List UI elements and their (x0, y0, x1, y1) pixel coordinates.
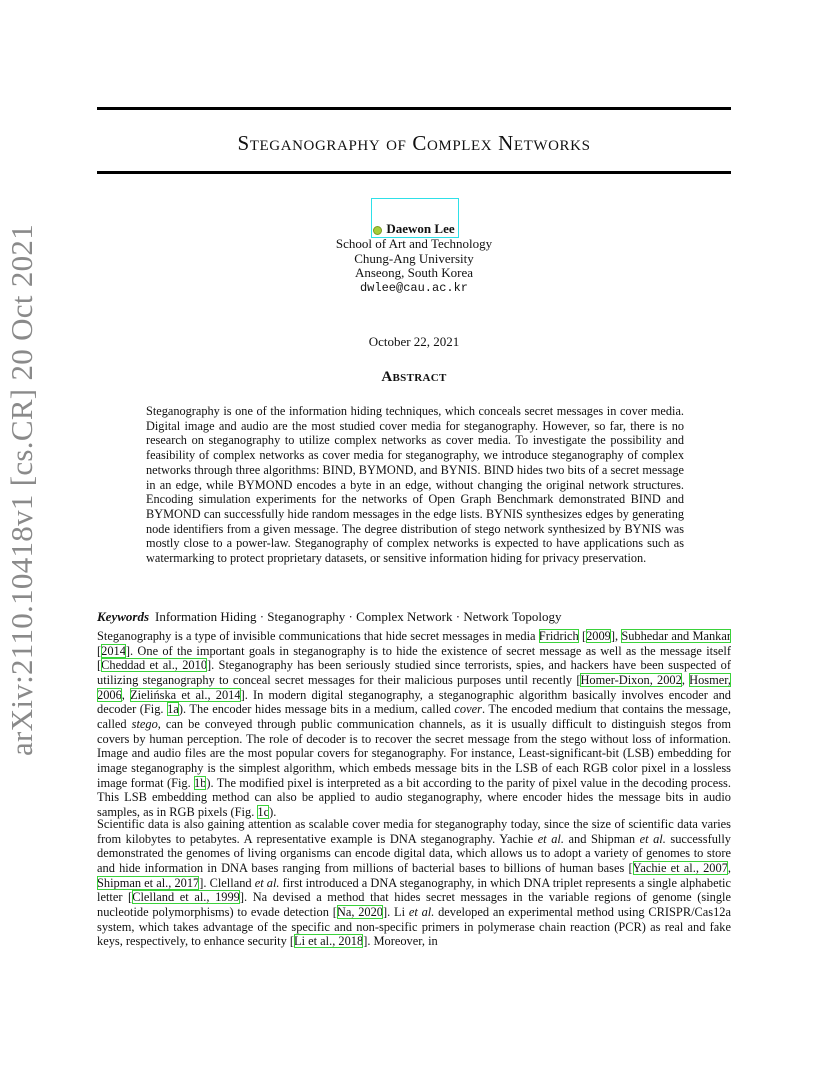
citation-link-subhedar-year[interactable]: 2014 (101, 643, 126, 658)
author-affiliation-university: Chung-Ang University (354, 251, 474, 266)
text-run: ]. Moreover, in (363, 934, 438, 949)
text-run: first introduced a DNA steganography, in which DNA triplet represents a single alphabetic letter [ (97, 875, 732, 905)
author-name[interactable] (97, 221, 731, 237)
citation-link-cheddad[interactable]: Cheddad et al., 2010 (101, 658, 208, 673)
citation-link-clelland[interactable]: Clelland et al., 1999 (132, 890, 240, 905)
author-name-text: Daewon Lee (386, 221, 455, 236)
abstract-heading: Abstract (381, 369, 447, 385)
text-run: , (681, 672, 690, 687)
text-run: ). (269, 804, 277, 819)
text-run: ]. In modern digital steganography, a steganographic algorithm basically involves encoder and decoder (Fig. (97, 687, 731, 717)
text-run: Steganography is a type of invisible communications that hide secret messages in media (97, 629, 539, 643)
keywords-line (97, 609, 731, 625)
emphasis-stego: stego (131, 716, 158, 731)
author-email: dwlee@cau.ac.kr (359, 281, 469, 295)
title-rule-bottom (97, 171, 731, 174)
text-run: . The encoded medium that contains the message, called (97, 702, 732, 731)
text-run: Scientific data is also gaining attention as scalable cover media for steganography today, since the size of scientific data varies from kilobytes to petabytes. A representative example is DNA steganography. Yachie (97, 817, 731, 846)
text-run: ]. Steganography has been seriously studied since terrorists, spies, and hackers have been suspected of utilizing steganography to conceal secret messages for their malicious purposes until recently [ (97, 658, 731, 687)
text-run: and Shipman (563, 831, 640, 846)
title-rule-top (97, 107, 731, 110)
intro-paragraph-2 (97, 817, 731, 949)
citation-link-hosmer[interactable]: Hosmer, 2006 (97, 672, 731, 702)
text-run: [ (578, 629, 587, 643)
text-run: ], (610, 629, 622, 643)
emphasis-et-al: et al. (408, 904, 435, 919)
author-affiliation-location: Anseong, South Korea (354, 265, 474, 280)
citation-link-fridrich[interactable]: Fridrich (538, 629, 579, 643)
text-run: ]. Li (383, 904, 409, 919)
citation-link-shipman[interactable]: Shipman et al., 2017 (97, 875, 200, 890)
citation-link-fridrich-year[interactable]: 2009 (586, 629, 611, 643)
emphasis-cover: cover (454, 702, 482, 717)
figure-link-1a[interactable]: 1a (167, 702, 179, 717)
figure-link-1c[interactable]: 1c (257, 804, 270, 819)
text-run: [ (97, 643, 102, 658)
arxiv-identifier-stamp: arXiv:2110.10418v1 [cs.CR] 20 Oct 2021 (4, 223, 39, 756)
text-run: , (121, 687, 131, 702)
keywords-list: Information Hiding · Steganography · Complex Network · Network Topology (155, 609, 562, 624)
text-run: , can be conveyed through public communication channels, as it is usually difficult to distinguish stegos from covers by human perception. The role of decoder is to recover the secret message from the stego without loss of information. Image and audio files are the most popular covers for steganography. For instance, Least-significant-bit (LSB) embedding for image steganography is the simplest algorithm, which embeds message bits in the LSB of each RGB color pixel in a lossless image format (Fig. (97, 716, 731, 790)
citation-link-li[interactable]: Li et al., 2018 (294, 934, 364, 949)
orcid-icon[interactable] (373, 226, 382, 235)
text-run: successfully demonstrated the genomes of living organisms can encode digital data, which allows us to adopt a variety of genomes to store and hide information in DNA bases ranging from millions of bacterial bases to billions of human bases [ (97, 831, 731, 875)
emphasis-et-al: et al. (639, 831, 666, 846)
author-affiliation-school: School of Art and Technology (335, 236, 493, 251)
text-run: ). The modified pixel is interpreted as a bit according to the parity of pixel value in the decoding process. This LSB embedding method can also be applied to audio steganography, where encoder hides the message bits in audio samples, as in RGB pixels (Fig. (97, 775, 731, 819)
citation-link-na[interactable]: Na, 2020 (336, 904, 383, 919)
keywords-label: Keywords (97, 609, 149, 624)
text-run: ). The encoder hides message bits in a medium, called (178, 702, 455, 717)
emphasis-et-al: et al. (537, 831, 564, 846)
intro-paragraph-1 (97, 629, 731, 820)
citation-link-yachie[interactable]: Yachie et al., 2007 (632, 860, 728, 875)
citation-link-homer-dixon[interactable]: Homer-Dixon, 2002 (580, 672, 682, 687)
citation-link-subhedar[interactable]: Subhedar and Mankar (621, 629, 731, 643)
citation-link-zielinska[interactable]: Zielińska et al., 2014 (130, 687, 241, 702)
abstract-text: Steganography is one of the information hiding techniques, which conceals secret messages in cover media. Digital image and audio are the most studied cover media for steganography. However, so far, there is no research on steganography to utilize complex networks as cover media. To investigate the possibility and feasibility of complex networks as cover media for steganography, we introduce steganography of complex networks through three algorithms: BIND, BYMOND, and BYNIS. BIND hides two bits of a secret message in an edge, while BYMOND encodes a byte in an edge, without changing the original network structures. Encoding simulation experiments for the networks of Open Graph Benchmark demonstrated BIND and BYMOND can successfully hide random messages in the edge lists. BYNIS synthesizes edges by generating node identifiers from a given message. The degree distribution of stego network synthesized by BYNIS was mostly close to a power-law. Steganography of complex networks is expected to have applications such as watermarking to protect proprietary datasets, or sensitive information hiding for privacy preservation. (146, 404, 684, 566)
text-run: ]. Na devised a method that hides secret messages in the variable regions of genome (single nucleotide polymorphisms) to evade detection [ (97, 890, 731, 919)
text-run: ]. Clelland (199, 875, 255, 890)
paper-title: Steganography of Complex Networks (237, 131, 591, 155)
paper-date: October 22, 2021 (368, 334, 460, 349)
text-run: , (727, 860, 731, 875)
text-run: ]. One of the important goals in steganography is to hide the existence of secret message as well as the message itself [ (97, 643, 731, 673)
emphasis-et-al: et al. (254, 875, 280, 890)
text-run: developed an experimental method using CRISPR/Cas12a system, which takes advantage of the specific and non-specific primers in polymerase chain reaction (PCR) as real and fake keys, respectively, to enhance security [ (97, 904, 731, 949)
figure-link-1b[interactable]: 1b (194, 775, 207, 790)
